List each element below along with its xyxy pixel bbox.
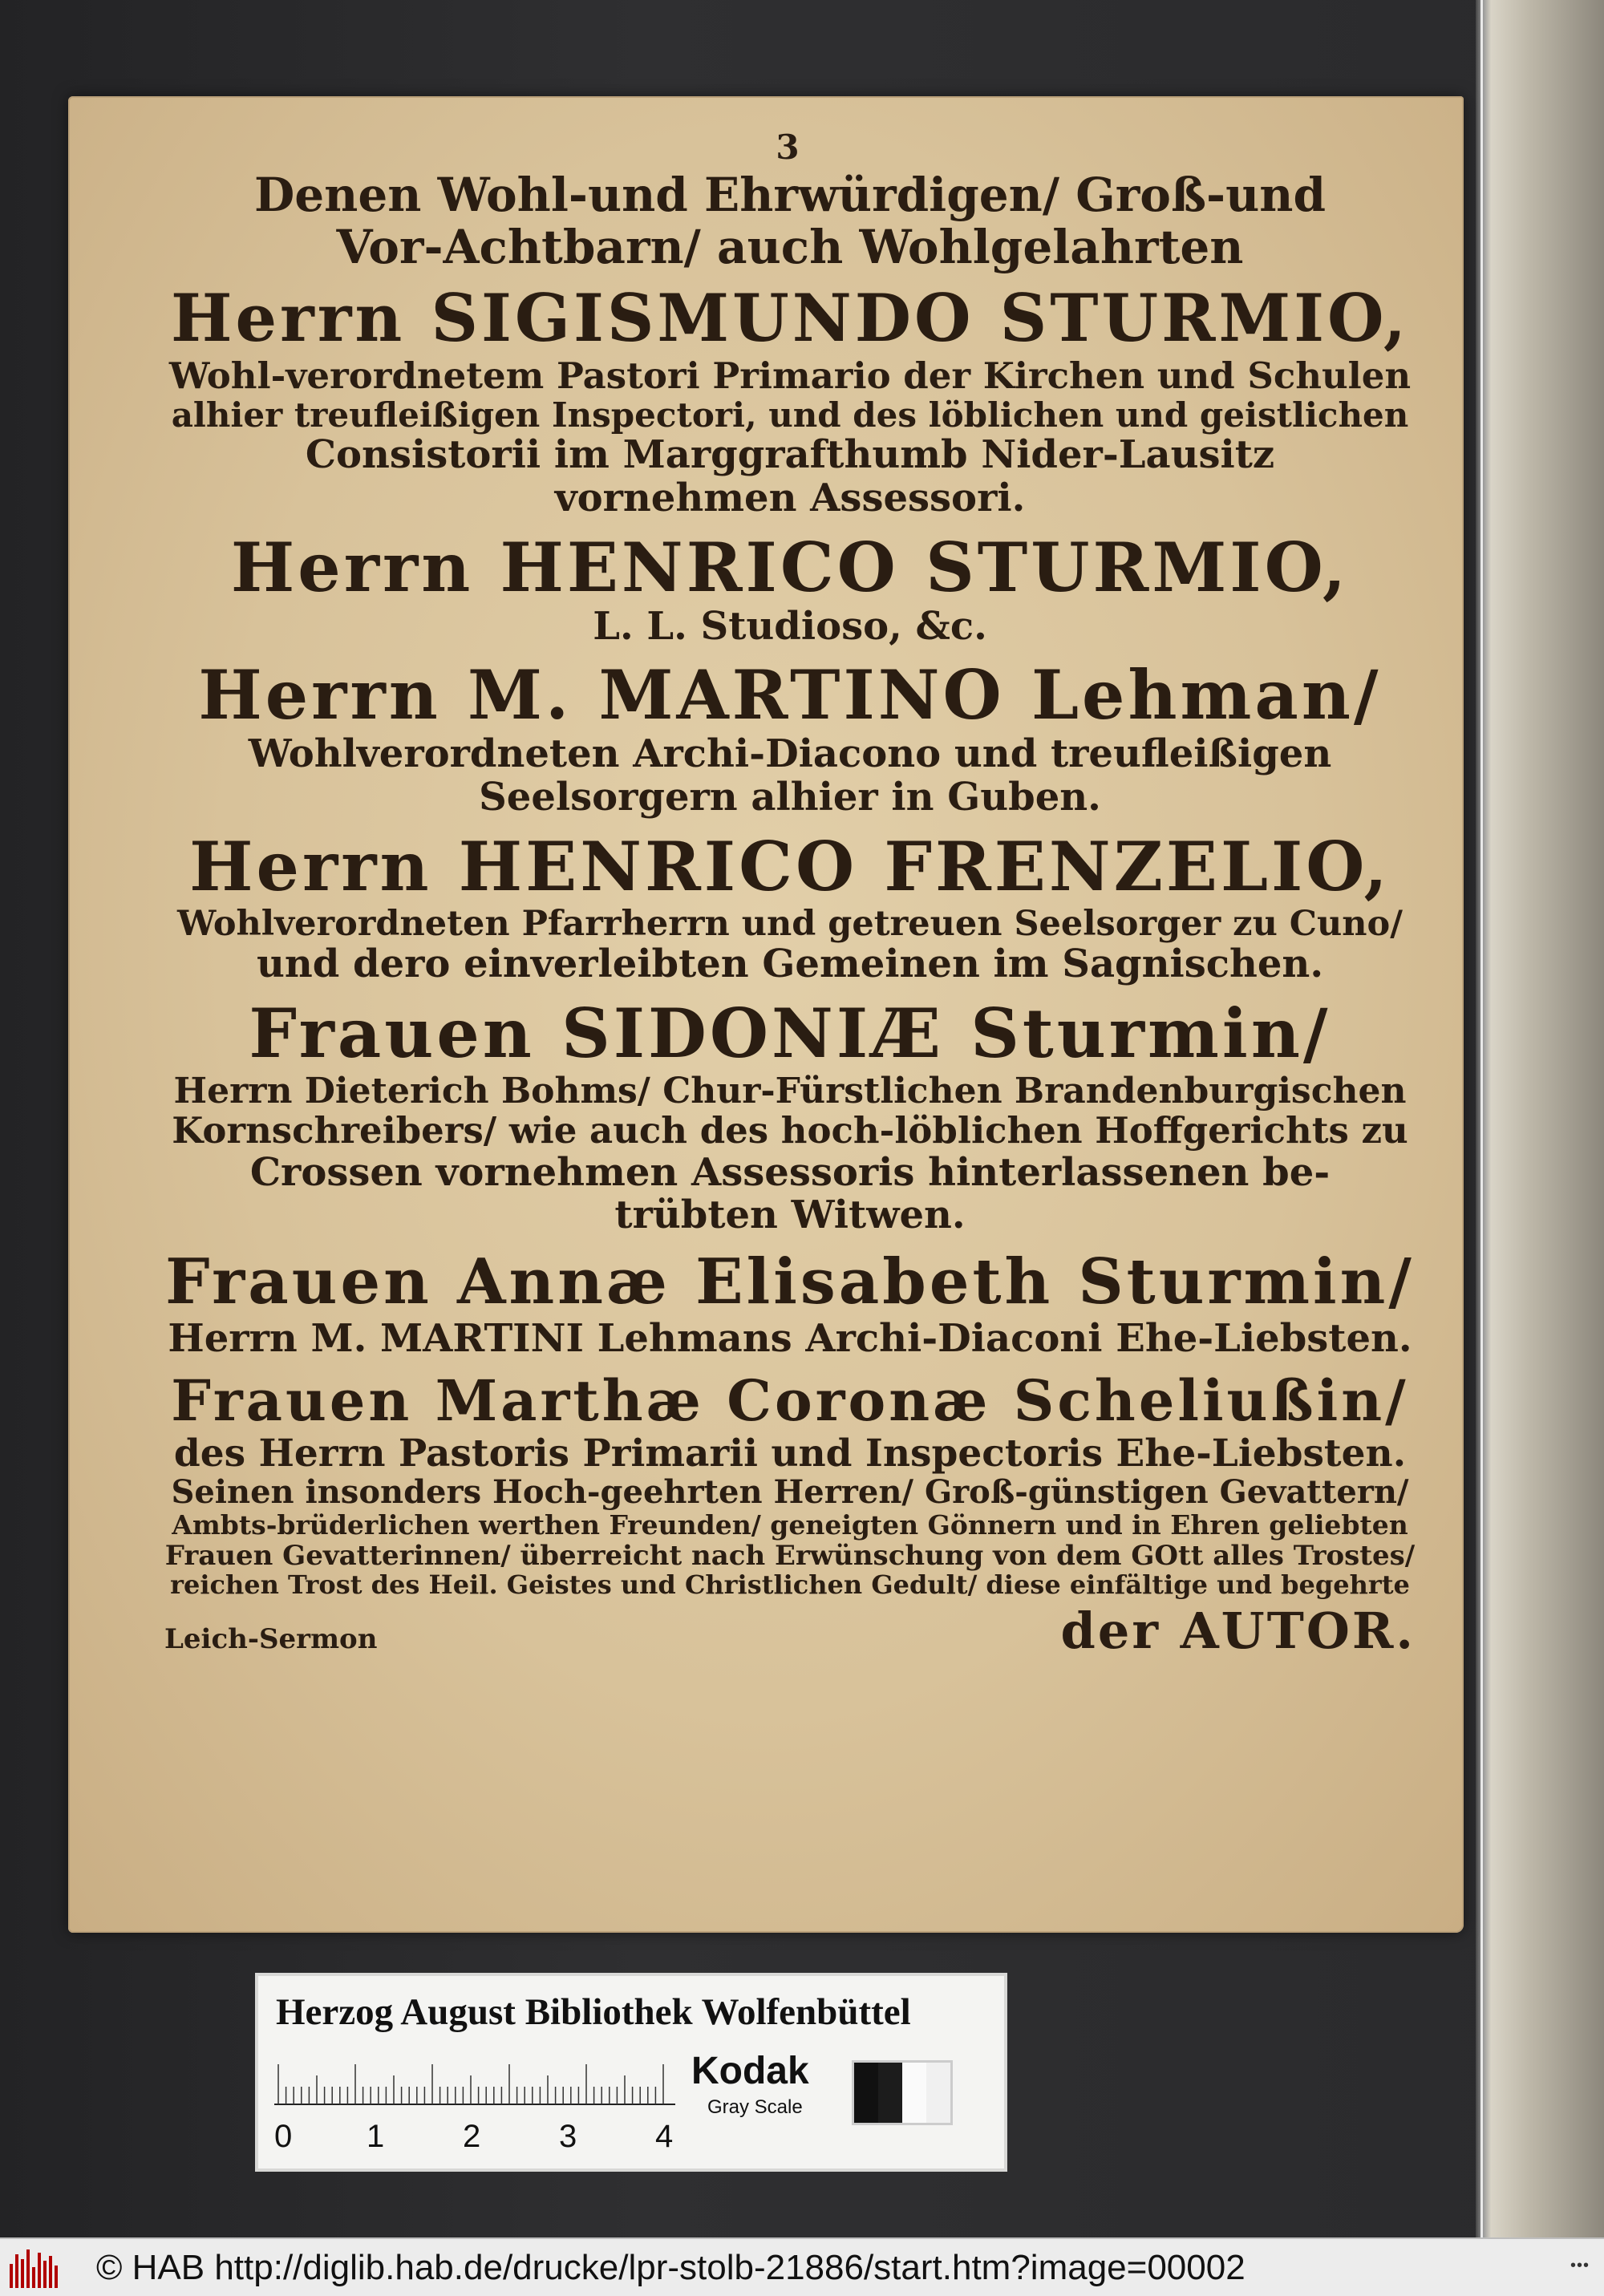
text-line: Herrn HENRICO FRENZELIO, (189, 826, 1391, 906)
closing-line (164, 1602, 1416, 1660)
ruler-number: 0 (274, 2119, 293, 2154)
text-line: Herrn M. MARTINI Lehmans Archi-Diaconi Ehe-Liebsten. (168, 1315, 1412, 1361)
library-name: Herzog August Bibliothek Wolfenbüttel (276, 1991, 911, 2033)
text-line: alhier treufleißigen Inspectori, und des löblichen und geistlichen (171, 395, 1409, 435)
page-number: 3 (776, 128, 804, 167)
page-edge-highlight (1480, 0, 1483, 2237)
footer-url[interactable]: © HAB http://diglib.hab.de/drucke/lpr-stolb-21886/start.htm?image=00002 (96, 2247, 1246, 2287)
library-color-card (255, 1973, 1007, 2172)
text-line: Wohl-verordnetem Pastori Primario der Kirchen und Schulen (168, 354, 1412, 397)
text-line: Crossen vornehmen Assessoris hinterlassenen be- (249, 1149, 1331, 1195)
adjacent-page-edge (1476, 0, 1604, 2237)
text-line: Ambts-brüderlichen werthen Freunden/ geneigten Gönnern und in Ehren geliebten (172, 1509, 1408, 1541)
text-line: des Herrn Pastoris Primarii und Inspectoris Ehe-Liebsten. (173, 1431, 1407, 1476)
text-line: Wohlverordneten Pfarrherrn und getreuen Seelsorger zu Cuno/ (177, 904, 1403, 945)
swatch-black (854, 2063, 878, 2123)
gray-swatch (852, 2060, 953, 2125)
author-signature: der AUTOR. (1060, 1601, 1416, 1660)
text-line: Kornschreibers/ wie auch des hoch-löblichen Hoffgerichts zu (172, 1109, 1408, 1152)
gray-scale-caption: Gray Scale (707, 2096, 803, 2118)
more-icon[interactable]: ••• (1570, 2257, 1590, 2274)
text-line: L. L. Studioso, &c. (593, 603, 987, 649)
text-line: Seelsorgern alhier in Guben. (479, 775, 1101, 820)
footer-bar (0, 2237, 1604, 2296)
ruler-number: 3 (559, 2119, 577, 2154)
text-line: Herrn Dieterich Bohms/ Chur-Fürstlichen Brandenburgischen (173, 1071, 1407, 1112)
ruler-number: 1 (367, 2119, 385, 2154)
closing-left-text: Leich-Sermon (164, 1622, 378, 1655)
text-line: vornehmen Assessori. (554, 475, 1026, 520)
text-line: Frauen Annæ Elisabeth Sturmin/ (165, 1245, 1415, 1319)
text-line: Frauen Gevatterinnen/ überreicht nach Erwünschung von dem GOtt alles Trostes/ (164, 1540, 1416, 1573)
page-text-block (164, 128, 1416, 1660)
printed-page (68, 96, 1464, 1933)
text-line: Herrn HENRICO STURMIO, (230, 527, 1350, 607)
text-line: Frauen Marthæ Coronæ Scheliußin/ (171, 1367, 1409, 1435)
hab-logo-icon (10, 2248, 74, 2288)
dedication-lines (164, 169, 1416, 1600)
text-line: Denen Wohl-und Ehrwürdigen/ Groß-und (253, 168, 1327, 223)
kodak-logo-text: Kodak (691, 2050, 809, 2092)
swatch-white (902, 2063, 926, 2123)
ruler-number: 4 (655, 2119, 674, 2154)
text-line: Wohlverordneten Archi-Diacono und treufleißigen (248, 731, 1332, 777)
text-line: und dero einverleibten Gemeinen im Sagnischen. (256, 941, 1324, 987)
text-line: Consistorii im Marggrafthumb Nider-Lausitz (305, 432, 1275, 478)
text-line: Seinen insonders Hoch-geehrten Herren/ Groß-günstigen Gevattern/ (171, 1473, 1409, 1512)
text-line: Herrn SIGISMUNDO STURMIO, (170, 280, 1410, 357)
text-line: Frauen SIDONIÆ Sturmin/ (249, 993, 1331, 1073)
text-line: Herrn M. MARTINO Lehman/ (198, 655, 1382, 735)
swatch-dark (878, 2063, 902, 2123)
ruler-numbers (274, 2119, 691, 2159)
text-line: Vor-Achtbarn/ auch Wohlgelahrten (336, 219, 1244, 274)
ruler-scale (274, 2058, 675, 2106)
text-line: trübten Witwen. (614, 1193, 966, 1238)
swatch-light (926, 2063, 950, 2123)
text-line: reichen Trost des Heil. Geistes und Christlichen Gedult/ diese einfältige und begehrte (170, 1569, 1410, 1601)
ruler-number: 2 (463, 2119, 481, 2154)
